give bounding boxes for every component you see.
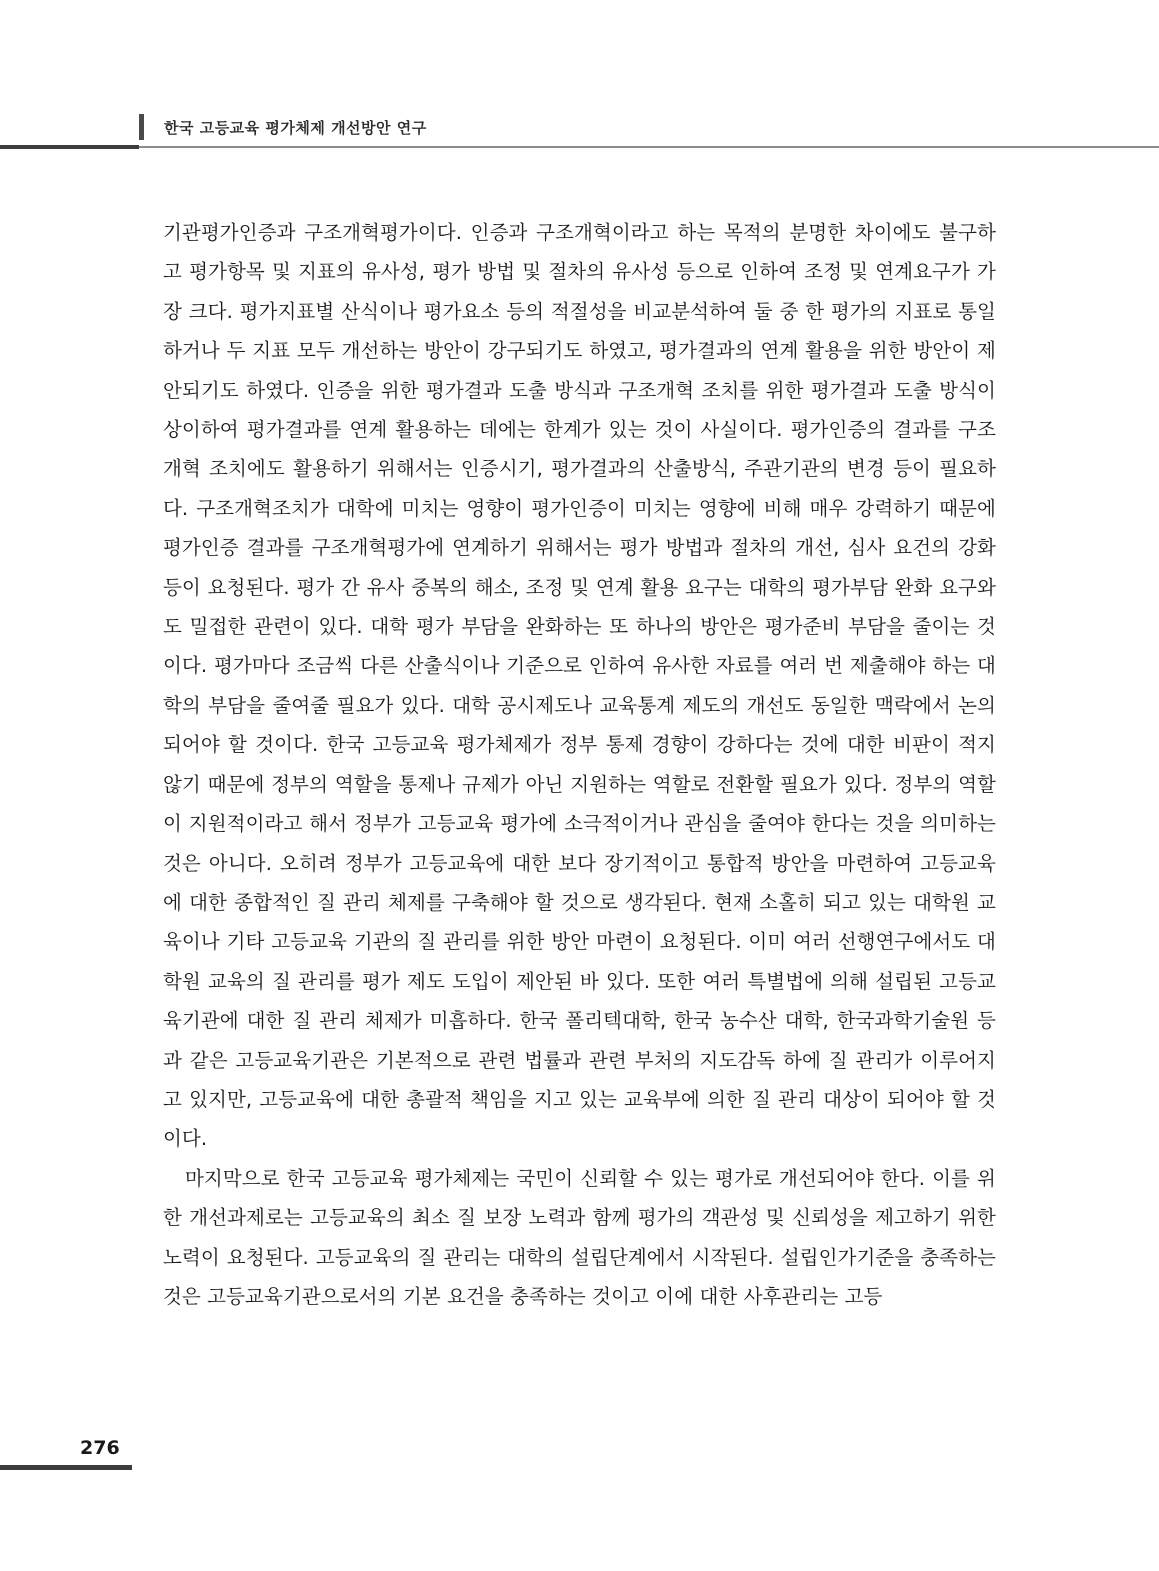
header-accent-bar <box>139 114 144 140</box>
page-body <box>163 213 996 1316</box>
running-head: 한국 고등교육 평가체제 개선방안 연구 <box>164 119 427 137</box>
page-header <box>0 108 1159 148</box>
footer-accent-bar <box>0 1465 132 1470</box>
page-footer <box>0 1437 1159 1477</box>
paragraph: 기관평가인증과 구조개혁평가이다. 인증과 구조개혁이라고 하는 목적의 분명한 차이에도 불구하고 평가항목 및 지표의 유사성, 평가 방법 및 절차의 유사성 등으로 인하여 조정 및 연계요구가 가장 크다. 평가지표별 산식이나 평가요소 등의 적절성을 비교분석하여 둘 중 한 평가의 지표로 통일하거나 두 지표 모두 개선하는 방안이 강구되기도 하였고, 평가결과의 연계 활용을 위한 방안이 제안되기도 하였다. 인증을 위한 평가결과 도출 방식과 구조개혁 조치를 위한 평가결과 도출 방식이 상이하여 평가결과를 연계 활용하는 데에는 한계가 있는 것이 사실이다. 평가인증의 결과를 구조개혁 조치에도 활용하기 위해서는 인증시기, 평가결과의 산출방식, 주관기관의 변경 등이 필요하다. 구조개혁조치가 대학에 미치는 영향이 평가인증이 미치는 영향에 비해 매우 강력하기 때문에 평가인증 결과를 구조개혁평가에 연계하기 위해서는 평가 방법과 절차의 개선, 심사 요건의 강화 등이 요청된다. 평가 간 유사 중복의 해소, 조정 및 연계 활용 요구는 대학의 평가부담 완화 요구와도 밀접한 관련이 있다. 대학 평가 부담을 완화하는 또 하나의 방안은 평가준비 부담을 줄이는 것이다. 평가마다 조금씩 다른 산출식이나 기준으로 인하여 유사한 자료를 여러 번 제출해야 하는 대학의 부담을 줄여줄 필요가 있다. 대학 공시제도나 교육통계 제도의 개선도 동일한 맥락에서 논의되어야 할 것이다. 한국 고등교육 평가체제가 정부 통제 경향이 강하다는 것에 대한 비판이 적지 않기 때문에 정부의 역할을 통제나 규제가 아닌 지원하는 역할로 전환할 필요가 있다. 정부의 역할이 지원적이라고 해서 정부가 고등교육 평가에 소극적이거나 관심을 줄여야 한다는 것을 의미하는 것은 아니다. 오히려 정부가 고등교육에 대한 보다 장기적이고 통합적 방안을 마련하여 고등교육에 대한 종합적인 질 관리 체제를 구축해야 할 것으로 생각된다. 현재 소홀히 되고 있는 대학원 교육이나 기타 고등교육 기관의 질 관리를 위한 방안 마련이 요청된다. 이미 여러 선행연구에서도 대학원 교육의 질 관리를 평가 제도 도입이 제안된 바 있다. 또한 여러 특별법에 의해 설립된 고등교육기관에 대한 질 관리 체제가 미흡하다. 한국 폴리텍대학, 한국 농수산 대학, 한국과학기술원 등과 같은 고등교육기관은 기본적으로 관련 법률과 관련 부처의 지도감독 하에 질 관리가 이루어지고 있지만, 고등교육에 대한 총괄적 책임을 지고 있는 교육부에 의한 질 관리 대상이 되어야 할 것이다. <box>163 221 996 1151</box>
header-rule <box>0 146 1159 148</box>
header-rule-accent <box>0 145 139 149</box>
page-number: 276 <box>80 1437 120 1459</box>
paragraph: 마지막으로 한국 고등교육 평가체제는 국민이 신뢰할 수 있는 평가로 개선되어야 한다. 이를 위한 개선과제로는 고등교육의 최소 질 보장 노력과 함께 평가의 객관성 및 신뢰성을 제고하기 위한 노력이 요청된다. 고등교육의 질 관리는 대학의 설립단계에서 시작된다. 설립인가기준을 충족하는 것은 고등교육기관으로서의 기본 요건을 충족하는 것이고 이에 대한 사후관리는 고등 <box>163 1166 996 1308</box>
